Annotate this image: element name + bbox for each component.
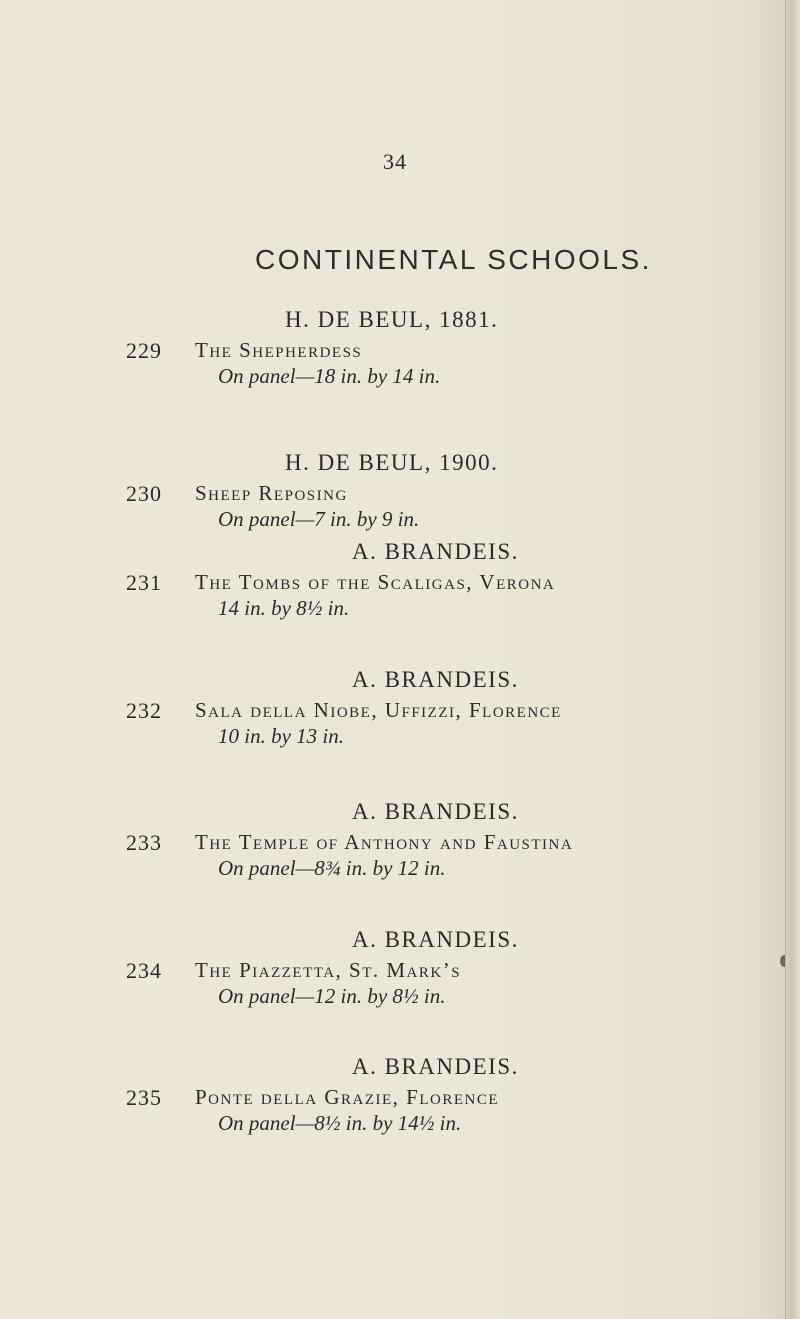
lot-title: The Tombs of the Scaligas, Verona <box>195 570 556 594</box>
lot-number: 235 <box>126 1085 162 1110</box>
lot-number: 233 <box>126 830 162 855</box>
artist-heading: A. BRANDEIS. <box>352 927 519 952</box>
artist-heading: A. BRANDEIS. <box>352 539 519 564</box>
artist-heading: A. BRANDEIS. <box>352 799 519 824</box>
lot-title: The Piazzetta, St. Mark’s <box>195 958 462 982</box>
lot-title: The Shepherdess <box>195 338 363 362</box>
artist-heading: A. BRANDEIS. <box>352 667 519 692</box>
lot-description: On panel—12 in. by 8½ in. <box>218 984 446 1008</box>
artist-heading: H. DE BEUL, 1881. <box>285 307 499 332</box>
lot-number: 234 <box>126 958 162 983</box>
lot-description: On panel—8¾ in. by 12 in. <box>218 856 446 880</box>
lot-description: On panel—18 in. by 14 in. <box>218 364 441 388</box>
lot-description: 10 in. by 13 in. <box>218 724 344 748</box>
lot-title: The Temple of Anthony and Faustina <box>195 830 574 854</box>
artist-heading: H. DE BEUL, 1900. <box>285 450 499 475</box>
lot-title: Ponte della Grazie, Florence <box>195 1085 499 1109</box>
page-number: 34 <box>383 149 407 174</box>
artist-heading: A. BRANDEIS. <box>352 1054 519 1079</box>
lot-title: Sala della Niobe, Uffizzi, Florence <box>195 698 562 722</box>
lot-number: 231 <box>126 570 162 595</box>
lot-number: 232 <box>126 698 162 723</box>
lot-title: Sheep Reposing <box>195 481 348 505</box>
lot-number: 230 <box>126 481 162 506</box>
section-title: CONTINENTAL SCHOOLS. <box>255 244 652 275</box>
page-edge <box>785 0 800 1319</box>
lot-number: 229 <box>126 338 162 363</box>
lot-description: On panel—7 in. by 9 in. <box>218 507 420 531</box>
lot-description: 14 in. by 8½ in. <box>218 596 350 620</box>
lot-description: On panel—8½ in. by 14½ in. <box>218 1111 462 1135</box>
